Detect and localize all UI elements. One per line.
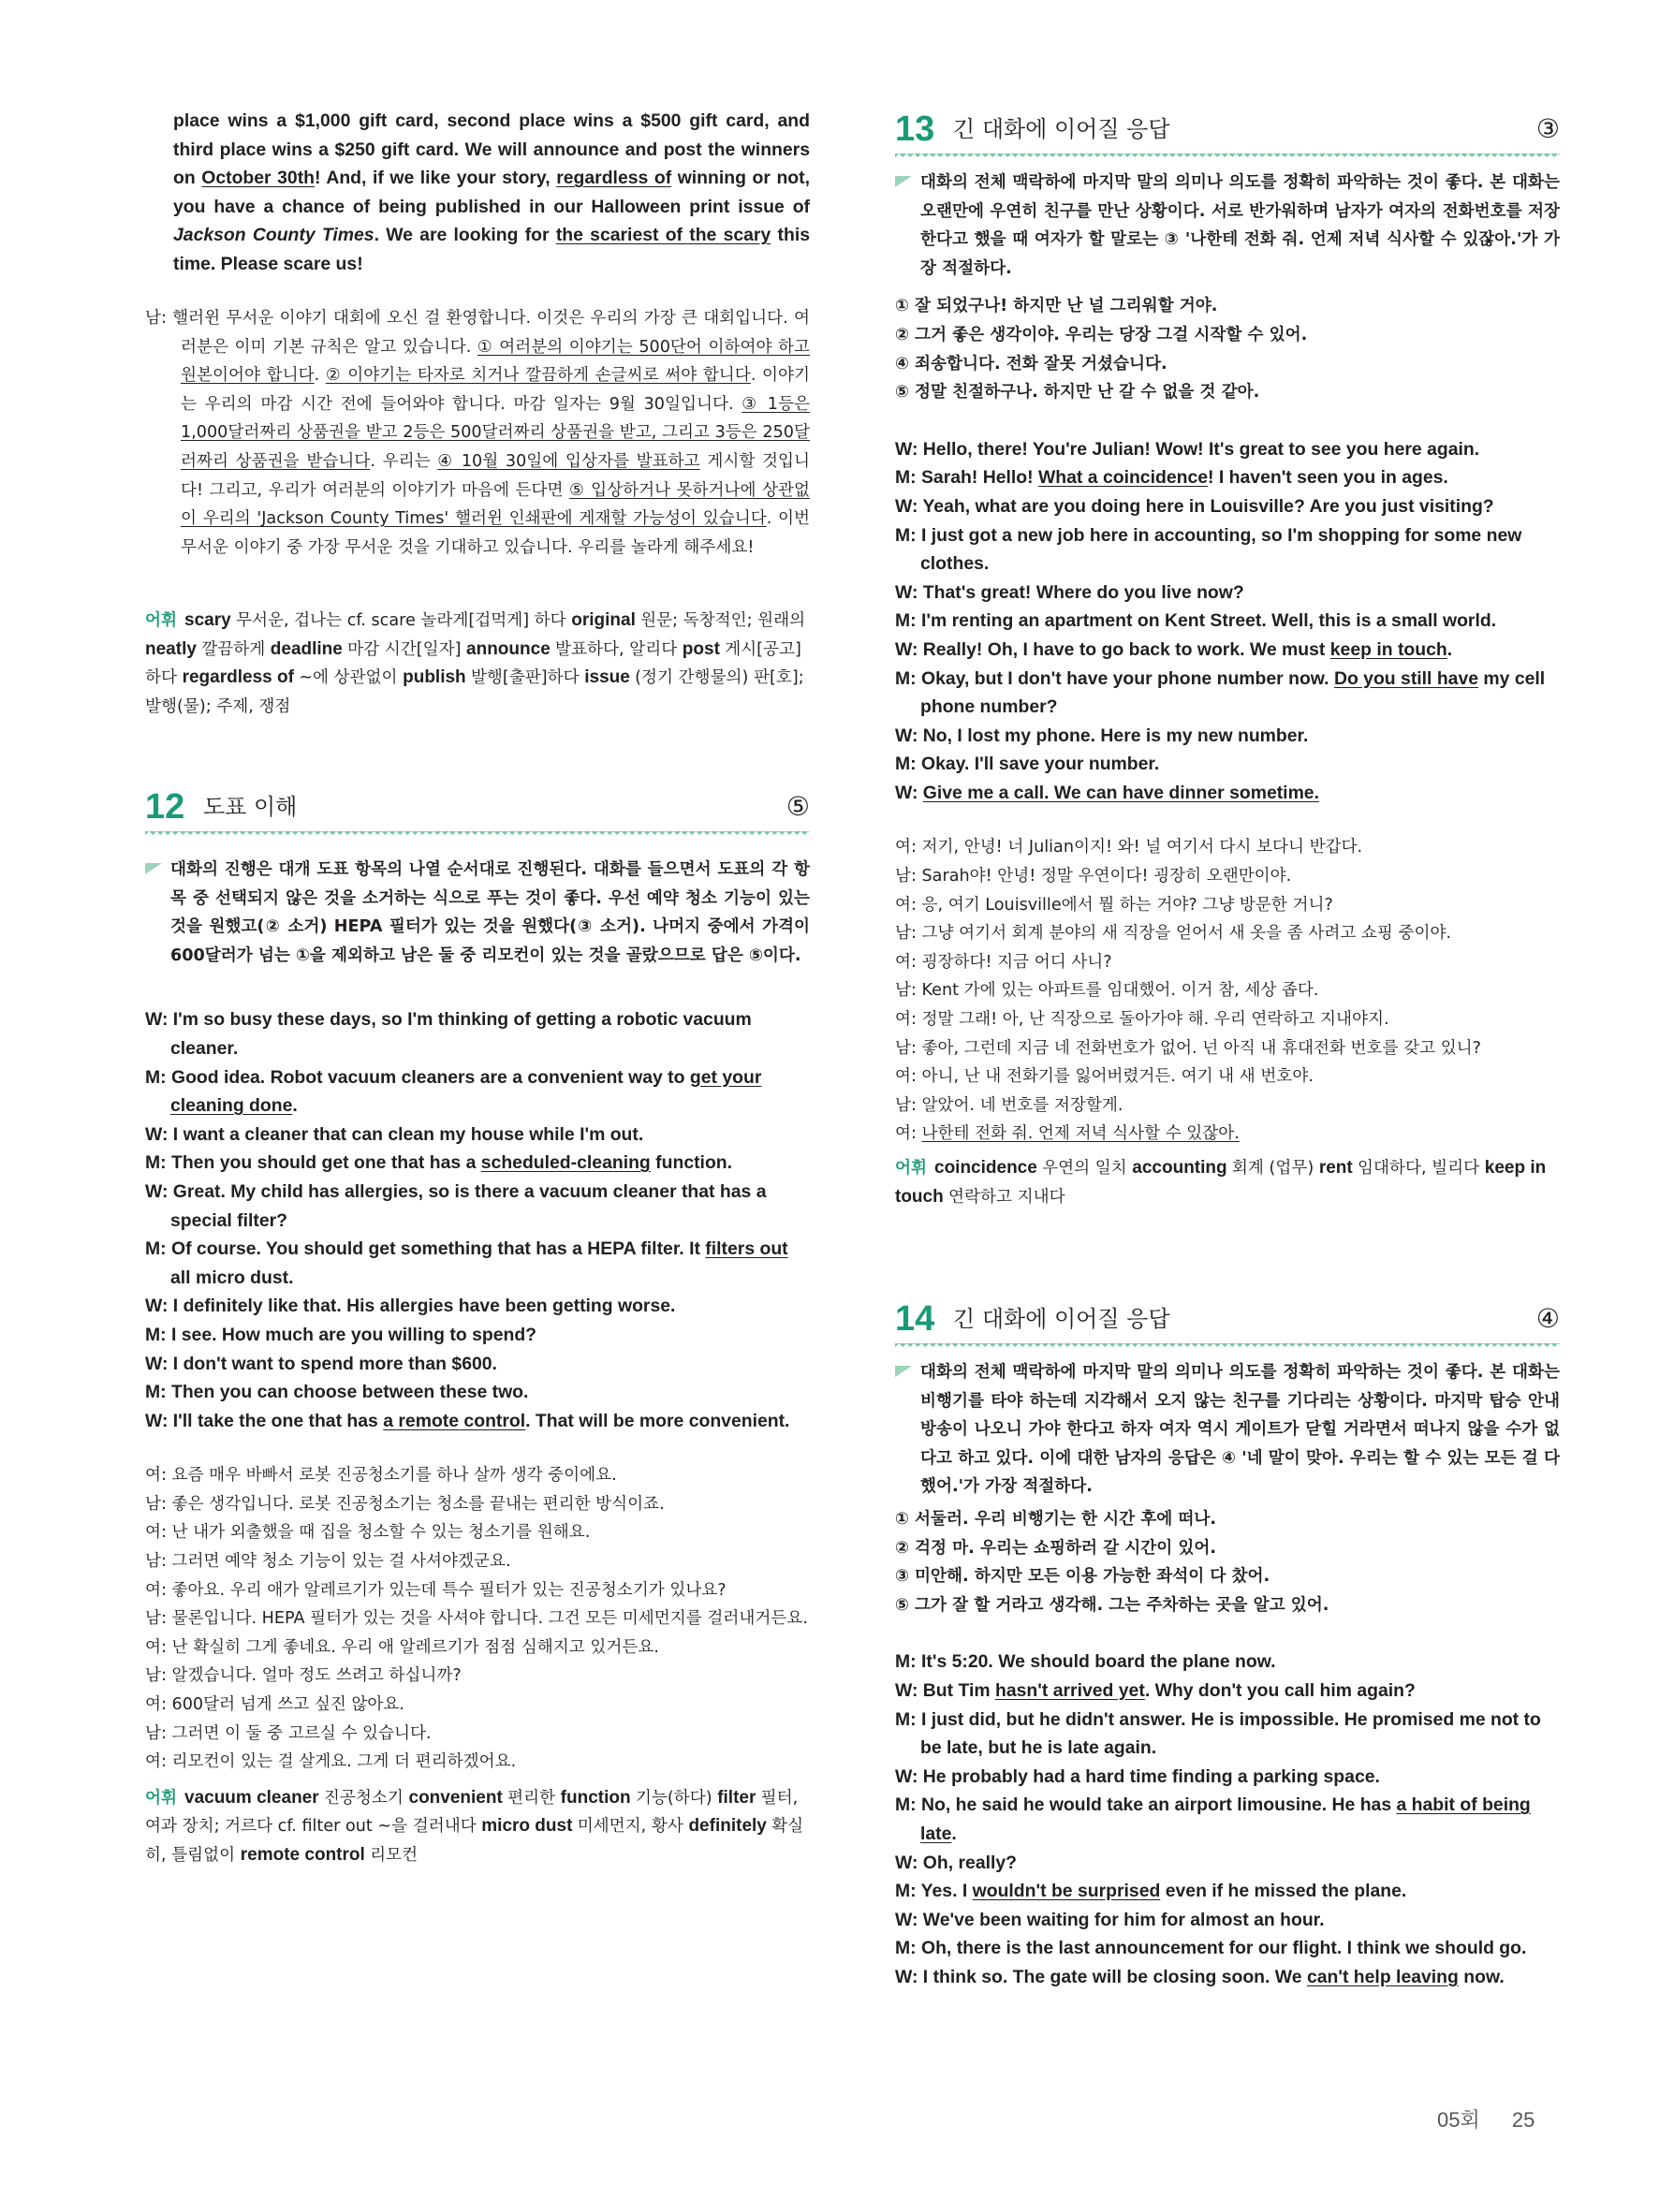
dialog-line xyxy=(895,919,1560,948)
explanation-marker-icon xyxy=(895,176,912,187)
vocab-word: scary xyxy=(184,610,236,630)
dialog-text: 남: 그러면 이 둘 중 고르실 수 있습니다. xyxy=(145,1723,432,1743)
underlined-phrase: 나한테 전화 줘. 언제 저녁 식사할 수 있잖아. xyxy=(921,1124,1240,1144)
question-13 xyxy=(895,107,1560,1211)
dialog-text: 여: 정말 그래! 아, 난 직장으로 돌아가야 해. 우리 연락하고 지내야지. xyxy=(895,1010,1389,1030)
vocab-word: convenient xyxy=(408,1787,508,1808)
dialog-line xyxy=(145,1691,810,1720)
dialog-text: M: Yes. I xyxy=(895,1881,973,1902)
dialog-line xyxy=(895,1648,1560,1677)
vocab-meaning: ~에 상관없이 xyxy=(299,668,404,688)
dialog-text: now. xyxy=(1458,1966,1505,1987)
dialog-text: W: Yeah, what are you doing here in Louisville? Are you just visiting? xyxy=(895,495,1494,517)
dialog-line xyxy=(895,1963,1560,1992)
vocab-box-13 xyxy=(895,1154,1560,1211)
dialog-text: 남: 그러면 예약 청소 기능이 있는 걸 사셔야겠군요. xyxy=(145,1552,511,1572)
dialog-text: M: Of course. You should get something that has a HEPA filter. It xyxy=(145,1238,706,1260)
dialog-text: even if he missed the plane. xyxy=(1160,1881,1407,1902)
question-14-header xyxy=(895,1296,1560,1341)
dialog-text: W: He probably had a hard time finding a parking space. xyxy=(895,1765,1380,1787)
question-answer: ④ xyxy=(1535,1303,1560,1334)
dialog-line xyxy=(145,1518,810,1547)
dialog-text: 여: 리모컨이 있는 걸 살게요. 그게 더 편리하겠어요. xyxy=(145,1752,517,1772)
vocab-meaning: 리모컨 xyxy=(370,1846,418,1865)
underlined-phrase: the scariest of the scary xyxy=(555,225,771,246)
dialog-line xyxy=(895,1791,1560,1848)
vocab-word: announce xyxy=(466,638,556,659)
options-list xyxy=(895,1505,1560,1619)
dialog-line xyxy=(895,833,1560,862)
vocab-meaning: 깔끔하게 xyxy=(201,639,271,659)
dialog-text: M: I just got a new job here in accounting, so I'm shopping for some new clothes. xyxy=(895,524,1522,575)
dialog-text: M: Okay, but I don't have your phone number now. xyxy=(895,667,1334,689)
text-segment: . 이야기는 우리의 마감 시간 전에 들어와야 합니다. 마감 일자는 9월 30일입니다. xyxy=(181,366,811,414)
dialog-text: M: I see. How much are you willing to spend? xyxy=(145,1324,537,1345)
underlined-phrase: can't help leaving xyxy=(1306,1966,1459,1987)
answer-option: ① 서둘러. 우리 비행기는 한 시간 후에 떠나. xyxy=(895,1509,1217,1529)
dialog-line xyxy=(145,1121,810,1150)
dialog-text: . Why don't you call him again? xyxy=(1144,1679,1416,1701)
question-title: 긴 대화에 이어질 응답 xyxy=(953,1306,1170,1332)
question-13-header xyxy=(895,107,1560,152)
vocab-word: definitely xyxy=(688,1816,772,1837)
vocab-meaning: 마감 시간[일자] xyxy=(347,639,467,659)
dialog-text: W: Really! Oh, I have to go back to work. We must xyxy=(895,638,1330,660)
dialog-text: 여: 좋아요. 우리 애가 알레르기가 있는데 특수 필터가 있는 진공청소기가 있나요? xyxy=(145,1580,727,1600)
dialog-korean xyxy=(145,1461,810,1777)
dialog-text: function. xyxy=(650,1152,733,1174)
dialog-line xyxy=(895,521,1560,579)
dialog-text: W: Great. My child has allergies, so is there a vacuum cleaner that has a special filter? xyxy=(145,1180,767,1231)
dialog-line xyxy=(145,1378,810,1407)
page-number: 25 xyxy=(1511,2108,1535,2131)
intro-korean xyxy=(145,304,810,562)
vocab-meaning: 편리한 xyxy=(507,1788,561,1808)
explanation xyxy=(895,1358,1560,1502)
dialog-text: M: I just did, but he didn't answer. He is impossible. He promised me not to be late, but he is late again. xyxy=(895,1708,1541,1759)
dialog-text: M: Then you can choose between these two. xyxy=(145,1382,529,1403)
dialog-text: 여: 아니, 난 내 전화기를 잃어버렸거든. 여기 내 새 번호야. xyxy=(895,1067,1314,1087)
text-segment: . xyxy=(314,366,326,386)
vocab-meaning: 진공청소기 xyxy=(323,1788,409,1808)
explanation-marker-icon xyxy=(895,1366,912,1377)
explanation-text: 대화의 전체 맥락하에 마지막 말의 의미나 의도를 정확히 파악하는 것이 좋다. 본 대화는 오랜만에 우연히 친구를 만난 상황이다. 서로 반가워하며 남자가 여자의 전화번호를 저장한다고 했을 때 여자가 할 말로는 ③ '나한테 전화 줘. 언제 저녁 식사할 수 있잖아.'가 가장 적절하다. xyxy=(920,173,1560,278)
dialog-text: W: Oh, really? xyxy=(895,1852,1018,1873)
dialog-line xyxy=(895,1005,1560,1034)
dialog-line xyxy=(145,1490,810,1519)
dialog-text: 여: 요즘 매우 바빠서 로봇 진공청소기를 하나 살까 생각 중이에요. xyxy=(145,1466,617,1486)
dialog-text: M: I'm renting an apartment on Kent Street. Well, this is a small world. xyxy=(895,610,1497,632)
dialog-line xyxy=(145,1633,810,1663)
dialog-line xyxy=(145,1407,810,1436)
dialog-line xyxy=(145,1149,810,1178)
vocab-meaning: 기능(하다) xyxy=(635,1788,718,1808)
vocab-box-11 xyxy=(145,607,810,721)
text-segment: . 이번 무서운 이야기 중 가장 무서운 것을 기대하고 있습니다. 우리를 놀라게 해주세요! xyxy=(181,509,810,557)
dialog-text: . xyxy=(292,1095,298,1117)
dialog-text: M: Good idea. Robot vacuum cleaners are a convenient way to xyxy=(145,1066,690,1088)
answer-option: ② 그거 좋은 생각이야. 우리는 당장 그걸 시작할 수 있어. xyxy=(895,325,1308,344)
page-footer xyxy=(1437,2104,1561,2133)
dialog-line xyxy=(895,463,1560,492)
dialog-text: M: Okay. I'll save your number. xyxy=(895,754,1160,775)
explanation-text: 대화의 전체 맥락하에 마지막 말의 의미나 의도를 정확히 파악하는 것이 좋다. 본 대화는 비행기를 타야 하는데 지각해서 오지 않는 친구를 기다리는 상황이다. 마지막 탑승 안내 방송이 나오니 가야 한다고 하자 여자 역시 게이트가 닫힐 거라면서 떠나지 않을 수가 없다고 하고 있다. 이에 대한 남자의 응답은 ④ '네 말이 맞아. 우리는 할 수 있는 모든 걸 다 했어.'가 가장 적절하다. xyxy=(920,1363,1560,1497)
dialog-text: M: Sarah! Hello! xyxy=(895,467,1038,489)
question-14 xyxy=(895,1296,1560,1991)
dialog-line xyxy=(895,976,1560,1005)
dialog-line xyxy=(895,750,1560,779)
header-divider xyxy=(895,154,1560,161)
underlined-phrase: get your cleaning done xyxy=(170,1066,762,1117)
dialog-text: 여: 난 내가 외출했을 때 집을 청소할 수 있는 청소기를 원해요. xyxy=(145,1523,591,1543)
question-number: 13 xyxy=(895,110,935,149)
vocab-meaning: 임대하다, 빌리다 xyxy=(1358,1159,1485,1178)
dialog-text: M: It's 5:20. We should board the plane now. xyxy=(895,1651,1276,1673)
underlined-phrase: a habit of being late xyxy=(920,1795,1531,1844)
dialog-line xyxy=(895,779,1560,808)
dialog-line xyxy=(895,1877,1560,1906)
underlined-phrase: wouldn't be surprised xyxy=(972,1881,1161,1902)
dialog-line xyxy=(145,1235,810,1292)
dialog-line xyxy=(145,1350,810,1379)
vocab-meaning: 미세먼지, 황사 xyxy=(577,1817,689,1837)
underlined-phrase: ③ 1등은 1,000달러짜리 상품권을 받고 2등은 500달러짜리 상품권을 받고, 그리고 3등은 250달러짜리 상품권을 받습니다 xyxy=(181,394,810,471)
underlined-phrase: Give me a call. We can have dinner sometime. xyxy=(922,782,1319,803)
underlined-phrase: What a coincidence xyxy=(1038,467,1209,489)
question-number: 12 xyxy=(145,787,185,827)
answer-option: ④ 죄송합니다. 전화 잘못 거셨습니다. xyxy=(895,354,1167,374)
intro-english-text xyxy=(173,107,810,279)
dialog-text: 남: 그냥 여기서 회계 분야의 새 직장을 얻어서 새 옷을 좀 사려고 쇼핑 중이야. xyxy=(895,924,1452,944)
dialog-text: 남: Sarah야! 안녕! 정말 우연이다! 굉장히 오랜만이야. xyxy=(895,867,1292,886)
vocab-box-12 xyxy=(145,1784,810,1870)
underlined-phrase: ④ 10월 30일에 입상자를 발표하고 xyxy=(437,451,700,471)
dialog-line xyxy=(895,891,1560,920)
question-answer: ⑤ xyxy=(786,791,810,822)
dialog-text: 남: 물론입니다. HEPA 필터가 있는 것을 사셔야 합니다. 그건 모든 미세먼지를 걸러내거든요. xyxy=(145,1609,808,1629)
dialog-line xyxy=(145,1461,810,1490)
dialog-line xyxy=(145,1547,810,1576)
vocab-word: neatly xyxy=(145,638,202,659)
dialog-line xyxy=(895,862,1560,891)
vocab-word: filter xyxy=(717,1787,761,1808)
underlined-phrase: scheduled-cleaning xyxy=(480,1152,651,1174)
underlined-phrase: ② 이야기는 타자로 치거나 깔끔하게 손글씨로 써야 합니다 xyxy=(325,366,751,386)
dialog-text: W: No, I lost my phone. Here is my new number. xyxy=(895,725,1309,746)
answer-option: ⑤ 정말 친절하구나. 하지만 난 갈 수 없을 것 같아. xyxy=(895,383,1260,403)
options-list xyxy=(895,292,1560,406)
dialog-text: my cell phone number? xyxy=(920,667,1546,718)
dialog-text: W: We've been waiting for him for almost an hour. xyxy=(895,1909,1325,1930)
dialog-line xyxy=(145,1604,810,1633)
answer-option: ⑤ 그가 잘 할 거라고 생각해. 그는 주차하는 곳을 알고 있어. xyxy=(895,1595,1329,1615)
italic-text: Jackson County Times xyxy=(173,225,374,246)
underlined-phrase: filters out xyxy=(705,1238,788,1260)
underlined-phrase: a remote control xyxy=(383,1410,526,1431)
dialog-text: . That will be more convenient. xyxy=(525,1410,790,1431)
dialog-line xyxy=(895,492,1560,521)
vocab-word: micro dust xyxy=(481,1816,578,1837)
underlined-phrase: keep in touch xyxy=(1329,638,1447,660)
text-segment: 게시할 것입니다! 그리고, 우리가 여러분의 이야기가 마음에 든다면 xyxy=(181,451,811,500)
dialog-text: 남: 알았어. 네 번호를 저장할게. xyxy=(895,1095,1123,1115)
dialog-text: . xyxy=(951,1823,957,1844)
vocab-meaning: 확실히, 틀림없이 xyxy=(145,1817,804,1865)
dialog-text: M: Oh, there is the last announcement for our flight. I think we should go. xyxy=(895,1938,1527,1959)
dialog-text: 여: 굉장하다! 지금 어디 사니? xyxy=(895,952,1112,972)
vocab-word: deadline xyxy=(270,638,348,659)
dialog-text: 남: 좋아, 그런데 지금 네 전화번호가 없어. 넌 아직 내 휴대전화 번호를 갖고 있니? xyxy=(895,1038,1482,1058)
dialog-text: W: I don't want to spend more than $600. xyxy=(145,1353,497,1374)
explanation xyxy=(145,856,810,970)
intro-korean-text xyxy=(145,304,810,562)
vocab-word: remote control xyxy=(240,1845,371,1865)
dialog-text: W: I want a cleaner that can clean my house while I'm out. xyxy=(145,1123,644,1145)
vocab-meaning: (정기 간행물의) 판[호]; 발행(물); 주제, 쟁점 xyxy=(145,668,804,716)
vocab-meaning: 발행[출판]하다 xyxy=(470,668,585,688)
dialog-text: W: But Tim xyxy=(895,1679,995,1701)
dialog-korean xyxy=(895,833,1560,1149)
vocab-meaning: 회계 (업무) xyxy=(1231,1159,1319,1178)
dialog-line xyxy=(895,1062,1560,1091)
question-number: 14 xyxy=(895,1299,935,1339)
dialog-text: W: I think so. The gate will be closing soon. We xyxy=(895,1966,1307,1987)
text-segment: winning or not, you have a chance of being published in our Halloween print issue of xyxy=(173,168,810,217)
dialog-english xyxy=(895,435,1560,808)
dialog-line xyxy=(145,1576,810,1605)
explanation-marker-icon xyxy=(145,863,162,874)
dialog-text: W: xyxy=(895,782,923,803)
dialog-line xyxy=(895,1849,1560,1878)
dialog-text: 여: 저기, 안녕! 너 Julian이지! 와! 널 여기서 다시 보다니 반갑다. xyxy=(895,838,1363,857)
vocab-word: keep in touch xyxy=(895,1158,1547,1207)
dialog-line xyxy=(895,579,1560,608)
dialog-line xyxy=(145,1321,810,1350)
dialog-text: W: I definitely like that. His allergies have been getting worse. xyxy=(145,1296,676,1317)
dialog-text: M: No, he said he would take an airport limousine. He has xyxy=(895,1795,1397,1816)
vocab-word: coincidence xyxy=(934,1158,1043,1178)
dialog-line xyxy=(145,1748,810,1777)
question-12 xyxy=(145,784,810,1870)
dialog-line xyxy=(895,1091,1560,1121)
answer-option: ② 걱정 마. 우리는 쇼핑하러 갈 시간이 있어. xyxy=(895,1538,1217,1558)
dialog-text: 여: xyxy=(895,1124,922,1144)
underlined-phrase: ⑤ 입상하거나 못하거나에 상관없이 우리의 'Jackson County Times' 핼러윈 인쇄판에 게재할 가능성이 있습니다 xyxy=(181,480,810,529)
dialog-line xyxy=(145,1063,810,1121)
vocab-label: 어휘 xyxy=(145,611,177,630)
vocab-word: function xyxy=(560,1787,636,1808)
vocab-label: 어휘 xyxy=(895,1159,927,1178)
dialog-line xyxy=(895,1906,1560,1935)
vocab-word: regardless of xyxy=(182,667,300,688)
dialog-text: W: I'm so busy these days, so I'm thinking of getting a robotic vacuum cleaner. xyxy=(145,1009,752,1059)
question-title: 도표 이해 xyxy=(203,794,298,820)
dialog-text: M: Then you should get one that has a xyxy=(145,1152,481,1174)
dialog-text: W: I'll take the one that has xyxy=(145,1410,384,1431)
dialog-line xyxy=(895,607,1560,636)
dialog-line xyxy=(145,1662,810,1691)
dialog-text: 남: 좋은 생각입니다. 로봇 진공청소기는 청소를 끝내는 편리한 방식이죠. xyxy=(145,1494,665,1514)
session-label: 05회 xyxy=(1437,2108,1480,2131)
dialog-line xyxy=(895,636,1560,665)
header-divider xyxy=(895,1343,1560,1351)
question-12-header xyxy=(145,784,810,829)
dialog-text: all micro dust. xyxy=(170,1267,294,1288)
dialog-text: 남: Kent 가에 있는 아파트를 임대했어. 이거 참, 세상 좁다. xyxy=(895,981,1319,1001)
dialog-line xyxy=(145,1292,810,1321)
dialog-line xyxy=(895,722,1560,751)
dialog-text: 여: 응, 여기 Louisville에서 뭘 하는 거야? 그냥 방문한 거니? xyxy=(895,895,1333,915)
dialog-text: . xyxy=(1446,638,1453,660)
vocab-word: accounting xyxy=(1132,1158,1232,1178)
text-segment: place wins a $1,000 gift card, second place wins a $500 gift card, and third place wins a $250 gift card. We will announce and post the winners on xyxy=(173,110,810,189)
dialog-text: 남: 알겠습니다. 얼마 정도 쓰려고 하십니까? xyxy=(145,1666,462,1686)
dialog-text: ! I haven't seen you in ages. xyxy=(1208,467,1448,489)
dialog-line xyxy=(895,1763,1560,1792)
vocab-label: 어휘 xyxy=(145,1788,177,1808)
dialog-line xyxy=(895,948,1560,977)
intro-english xyxy=(173,107,810,279)
dialog-line xyxy=(145,1178,810,1235)
vocab-word: issue xyxy=(584,667,636,688)
dialog-line xyxy=(895,1677,1560,1706)
text-segment: ! And, if we like your story, xyxy=(315,168,557,189)
vocab-word: original xyxy=(571,610,641,630)
question-title: 긴 대화에 이어질 응답 xyxy=(953,116,1170,142)
vocab-meaning: 연락하고 지내다 xyxy=(948,1187,1065,1207)
dialog-text: W: That's great! Where do you live now? xyxy=(895,581,1244,603)
answer-option: ① 잘 되었구나! 하지만 난 널 그리워할 거야. xyxy=(895,297,1218,316)
vocab-meaning: 필터, 여과 장치; 거르다 cf. filter out ~을 걸러내다 xyxy=(145,1788,799,1837)
vocab-meaning: 발표하다, 알리다 xyxy=(555,639,683,659)
vocab-meaning: 우연의 일치 xyxy=(1042,1159,1133,1178)
text-segment: 남: 핼러윈 무서운 이야기 대회에 오신 걸 환영합니다. 이것은 우리의 가장 큰 대회입니다. 여러분은 이미 기본 규칙은 알고 있습니다. xyxy=(145,309,810,357)
dialog-line xyxy=(145,1720,810,1749)
dialog-line xyxy=(895,435,1560,464)
text-segment: . 우리는 xyxy=(370,451,438,471)
vocab-word: post xyxy=(682,638,726,659)
explanation-text: 대화의 진행은 대개 도표 항목의 나열 순서대로 진행된다. 대화를 들으면서 도표의 각 항목 중 선택되지 않은 것을 소거하는 식으로 푸는 것이 좋다. 우선 예약 청소 기능이 있는 것을 원했고(② 소거) HEPA 필터가 있는 것을 원했다(③ 소거). 나머지 중에서 가격이 600달러가 넘는 ①을 제외하고 남은 둘 중 리모컨이 있는 것을 골랐으므로 답은 ⑤이다. xyxy=(170,860,810,965)
dialog-line xyxy=(895,1706,1560,1763)
vocab-word: vacuum cleaner xyxy=(184,1787,324,1808)
dialog-line xyxy=(895,1034,1560,1063)
dialog-text: 여: 600달러 넘게 쓰고 싶진 않아요. xyxy=(145,1695,405,1715)
question-answer: ③ xyxy=(1535,113,1560,144)
underlined-phrase: October 30th xyxy=(201,168,316,189)
vocab-meaning: 무서운, 겁나는 cf. scare 놀라게[겁먹게] 하다 xyxy=(235,611,572,630)
dialog-line xyxy=(895,1934,1560,1963)
underlined-phrase: regardless of xyxy=(556,168,672,189)
dialog-english xyxy=(895,1648,1560,1991)
text-segment: this time. Please scare us! xyxy=(173,225,810,274)
dialog-line xyxy=(895,1120,1560,1149)
vocab-word: publish xyxy=(403,667,471,688)
vocab-meaning: 게시[공고]하다 xyxy=(145,639,801,688)
header-divider xyxy=(145,831,810,839)
underlined-phrase: ① 여러분의 이야기는 500단어 이하여야 하고 원본이어야 합니다 xyxy=(181,337,810,386)
explanation xyxy=(895,168,1560,283)
answer-option: ③ 미안해. 하지만 모든 이용 가능한 좌석이 다 찼어. xyxy=(895,1567,1270,1587)
dialog-text: 여: 난 확실히 그게 좋네요. 우리 애 알레르기가 점점 심해지고 있거든요. xyxy=(145,1637,659,1657)
dialog-text: W: Hello, there! You're Julian! Wow! It's great to see you here again. xyxy=(895,438,1480,460)
underlined-phrase: Do you still have xyxy=(1333,667,1479,689)
dialog-line xyxy=(145,1005,810,1062)
dialog-line xyxy=(895,665,1560,722)
dialog-english xyxy=(145,1005,810,1435)
text-segment: . We are looking for xyxy=(374,225,556,246)
vocab-word: rent xyxy=(1318,1158,1358,1178)
vocab-meaning: 원문; 독창적인; 원래의 xyxy=(640,611,806,630)
underlined-phrase: hasn't arrived yet xyxy=(995,1679,1145,1701)
